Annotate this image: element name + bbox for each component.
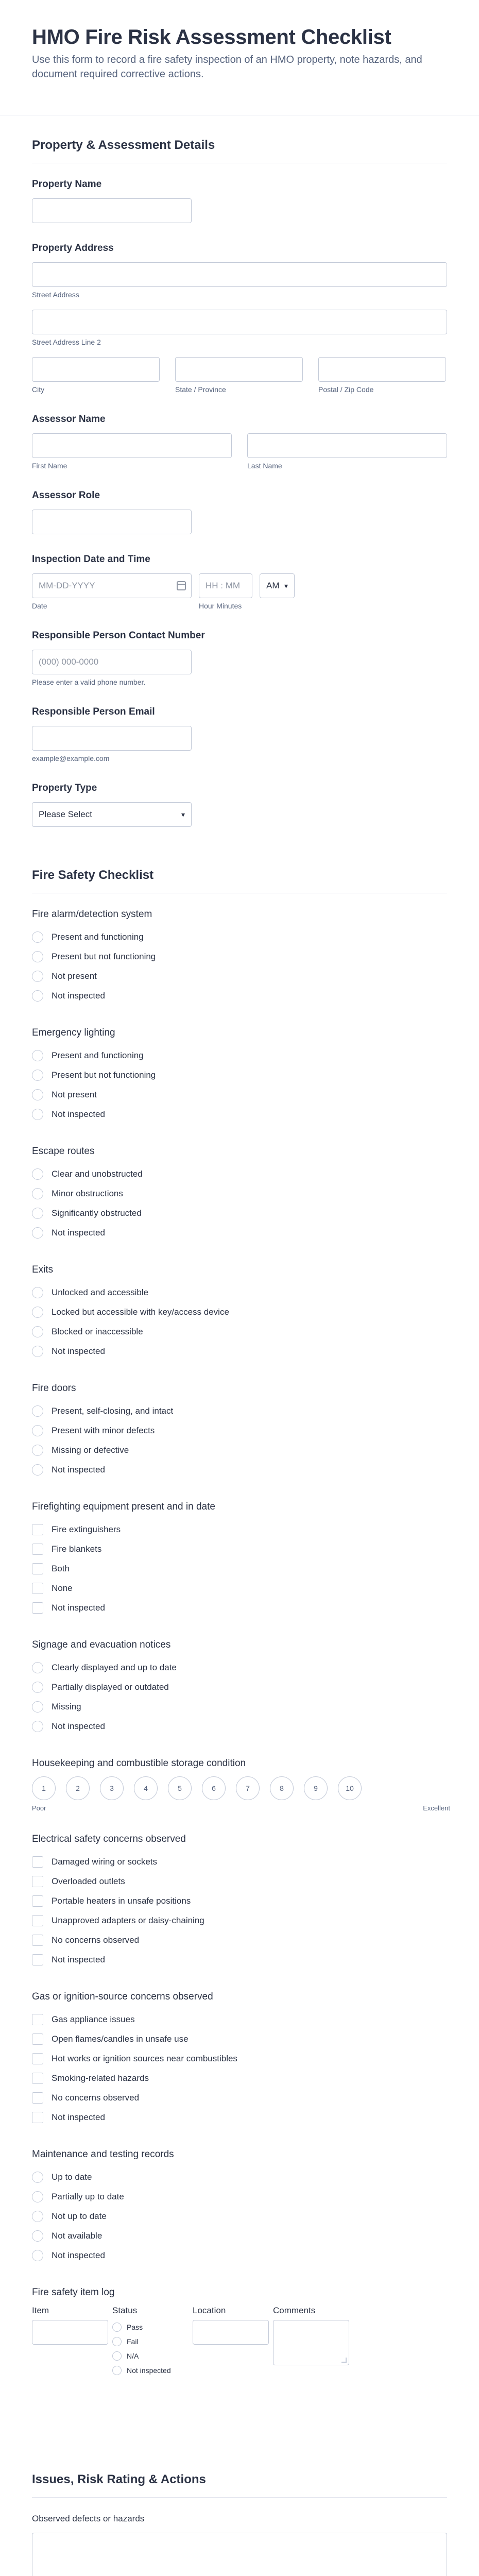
- checklist-option[interactable]: [32, 1460, 447, 1480]
- radio-button[interactable]: [32, 1089, 43, 1100]
- rating-option[interactable]: 8: [270, 1776, 294, 1800]
- checklist-option[interactable]: [32, 1658, 447, 1677]
- property-type-field: [32, 782, 447, 827]
- checklist-option[interactable]: [32, 1401, 447, 1421]
- section-title-checklist: Fire Safety Checklist: [32, 845, 447, 893]
- chevron-down-icon: ▾: [181, 810, 185, 819]
- last-name-sublabel: Last Name: [247, 462, 282, 470]
- option-label: Present and functioning: [52, 1050, 144, 1060]
- section-title-issues: Issues, Risk Rating & Actions: [32, 2450, 447, 2498]
- checklist-groups: [32, 908, 447, 1736]
- radio-button[interactable]: [32, 1721, 43, 1732]
- item-log-title: Fire safety item log: [32, 2287, 115, 2298]
- checklist-option[interactable]: [32, 1223, 447, 1243]
- option-label: Not up to date: [52, 2211, 107, 2221]
- option-label: Not inspected: [52, 1721, 105, 1731]
- option-label: Smoking-related hazards: [52, 2073, 149, 2083]
- option-label: Not inspected: [52, 1109, 105, 1119]
- checklist-option[interactable]: [32, 2069, 447, 2088]
- option-label: Not present: [52, 1090, 97, 1099]
- radio-button[interactable]: [112, 2323, 122, 2332]
- checklist-group: [32, 2148, 447, 2265]
- checklist-group-title: Firefighting equipment present and in date: [32, 1501, 215, 1512]
- checklist-groups-2: [32, 1833, 447, 2265]
- radio-button[interactable]: [32, 1425, 43, 1436]
- checklist-option[interactable]: [32, 1717, 447, 1736]
- scale-high-label: Excellent: [423, 1804, 450, 1812]
- checklist-group: [32, 908, 447, 1006]
- status-option[interactable]: [112, 2334, 193, 2349]
- checklist-group: [32, 1500, 447, 1618]
- street-address-2-sublabel: Street Address Line 2: [32, 338, 101, 346]
- radio-button[interactable]: [32, 1701, 43, 1713]
- radio-button[interactable]: [32, 2230, 43, 2242]
- checklist-option[interactable]: [32, 2187, 447, 2207]
- checkbox[interactable]: [32, 1563, 43, 1574]
- checklist-group-title: Exits: [32, 1264, 54, 1275]
- checklist-option[interactable]: [32, 1085, 447, 1105]
- issues-section: [0, 2450, 479, 2576]
- option-label: Unlocked and accessible: [52, 1287, 149, 1297]
- property-type-select[interactable]: [32, 802, 192, 827]
- date-input[interactable]: [32, 573, 192, 598]
- checklist-group: [32, 1145, 447, 1243]
- checklist-option[interactable]: [32, 1283, 447, 1302]
- option-label: Fire extinguishers: [52, 1524, 121, 1534]
- checklist-group-title: Gas or ignition-source concerns observed: [32, 1991, 213, 2002]
- radio-button[interactable]: [112, 2366, 122, 2375]
- option-label: Blocked or inaccessible: [52, 1327, 143, 1336]
- section-title-property: Property & Assessment Details: [32, 115, 447, 163]
- radio-button[interactable]: [32, 951, 43, 962]
- radio-button[interactable]: [32, 1307, 43, 1318]
- radio-button[interactable]: [32, 1682, 43, 1693]
- checklist-option[interactable]: [32, 1559, 447, 1579]
- option-label: Not inspected: [52, 2112, 105, 2122]
- checklist-option[interactable]: [32, 1539, 447, 1559]
- radio-button[interactable]: [32, 1445, 43, 1456]
- option-label: Not inspected: [52, 1465, 105, 1475]
- property-type-label: Property Type: [32, 783, 97, 793]
- city-sublabel: City: [32, 385, 45, 394]
- address-field: [32, 242, 447, 394]
- radio-button[interactable]: [32, 1208, 43, 1219]
- assessor-role-input[interactable]: [32, 510, 192, 534]
- radio-button[interactable]: [32, 1464, 43, 1476]
- checkbox[interactable]: [32, 2092, 43, 2104]
- rating-option[interactable]: 1: [32, 1776, 56, 1800]
- checklist-option[interactable]: [32, 1950, 447, 1970]
- rating-option[interactable]: 7: [236, 1776, 260, 1800]
- checklist-group-title: Escape routes: [32, 1146, 95, 1157]
- checkbox[interactable]: [32, 2033, 43, 2045]
- item-log-comments-input[interactable]: [273, 2320, 349, 2365]
- radio-button[interactable]: [112, 2337, 122, 2346]
- postal-input[interactable]: [318, 357, 446, 382]
- status-option[interactable]: [112, 2320, 193, 2334]
- contact-number-placeholder: (000) 000-0000: [39, 657, 99, 667]
- checklist-group: [32, 1833, 447, 1970]
- checklist-option[interactable]: [32, 1891, 447, 1911]
- postal-sublabel: Postal / Zip Code: [318, 385, 374, 394]
- option-label: Fire blankets: [52, 1544, 102, 1554]
- option-label: Hot works or ignition sources near combustibles: [52, 2054, 237, 2063]
- option-label: Gas appliance issues: [52, 2014, 135, 2024]
- property-name-label: Property Name: [32, 179, 102, 190]
- email-label: Responsible Person Email: [32, 706, 155, 717]
- checkbox[interactable]: [32, 2112, 43, 2123]
- checkbox[interactable]: [32, 1544, 43, 1555]
- rating-scale: [32, 1776, 447, 1800]
- checklist-option[interactable]: [32, 1872, 447, 1891]
- radio-button[interactable]: [32, 1227, 43, 1239]
- item-log-location-input[interactable]: [193, 2320, 269, 2345]
- checklist-option[interactable]: [32, 927, 447, 947]
- rating-option[interactable]: 4: [134, 1776, 158, 1800]
- assessor-name-label: Assessor Name: [32, 414, 106, 425]
- ampm-value: AM: [266, 581, 280, 590]
- checklist-group-title: Fire alarm/detection system: [32, 909, 152, 920]
- checklist-option[interactable]: [32, 2108, 447, 2127]
- checklist-option[interactable]: [32, 1204, 447, 1223]
- option-label: Present, self-closing, and intact: [52, 1406, 174, 1416]
- radio-button[interactable]: [32, 1050, 43, 1061]
- housekeeping-title: Housekeeping and combustible storage condition: [32, 1758, 246, 1769]
- radio-button[interactable]: [32, 1168, 43, 1180]
- checklist-option[interactable]: [32, 1046, 447, 1065]
- checklist-option[interactable]: [32, 1164, 447, 1184]
- option-label: Not inspected: [127, 2366, 171, 2375]
- assessor-role-label: Assessor Role: [32, 490, 100, 501]
- option-label: Significantly obstructed: [52, 1208, 142, 1218]
- option-label: Up to date: [52, 2172, 92, 2182]
- first-name-sublabel: First Name: [32, 462, 67, 470]
- option-label: Locked but accessible with key/access device: [52, 1307, 229, 1317]
- checkbox[interactable]: [32, 1583, 43, 1594]
- option-label: None: [52, 1583, 73, 1593]
- ampm-select[interactable]: [260, 573, 295, 598]
- checklist-option[interactable]: [32, 1579, 447, 1598]
- property-name-input[interactable]: [32, 198, 192, 223]
- scale-low-label: Poor: [32, 1804, 46, 1812]
- checklist-group-title: Fire doors: [32, 1383, 76, 1394]
- time-sublabel: Hour Minutes: [199, 602, 242, 610]
- option-label: Not inspected: [52, 1346, 105, 1356]
- option-label: No concerns observed: [52, 1935, 140, 1945]
- option-label: N/A: [127, 2352, 139, 2360]
- option-label: Missing: [52, 1702, 81, 1711]
- form-description: Use this form to record a fire safety inspection of an HMO property, note hazards, and document required corrective actions.: [32, 54, 422, 80]
- radio-button[interactable]: [32, 1287, 43, 1298]
- option-label: Not inspected: [52, 2250, 105, 2260]
- checkbox[interactable]: [32, 1895, 43, 1907]
- status-option[interactable]: [112, 2363, 193, 2378]
- option-label: Missing or defective: [52, 1445, 129, 1455]
- radio-button[interactable]: [32, 1346, 43, 1357]
- form-header: [0, 0, 479, 115]
- inspection-datetime-field: [32, 553, 447, 611]
- option-label: No concerns observed: [52, 2093, 140, 2103]
- email-field: [32, 705, 447, 763]
- status-option[interactable]: [112, 2349, 193, 2363]
- option-label: Both: [52, 1564, 70, 1573]
- street-address-input[interactable]: [32, 262, 447, 287]
- checklist-option[interactable]: [32, 967, 447, 986]
- resize-handle-icon[interactable]: [341, 2358, 347, 2363]
- checklist-group-title: Emergency lighting: [32, 1027, 115, 1038]
- radio-button[interactable]: [32, 990, 43, 1002]
- checklist-option[interactable]: [32, 986, 447, 1006]
- option-label: Not inspected: [52, 991, 105, 1001]
- assessor-role-field: [32, 489, 447, 534]
- calendar-icon[interactable]: [177, 581, 186, 590]
- checklist-group: [32, 1263, 447, 1361]
- chevron-down-icon: ▾: [284, 582, 288, 590]
- rating-option[interactable]: 10: [338, 1776, 362, 1800]
- checklist-option[interactable]: [32, 1421, 447, 1440]
- radio-button[interactable]: [32, 1662, 43, 1673]
- checklist-option[interactable]: [32, 1677, 447, 1697]
- checklist-option[interactable]: [32, 2226, 447, 2246]
- time-input[interactable]: [199, 573, 252, 598]
- item-log-col-item: Item: [32, 2306, 49, 2315]
- defects-textarea[interactable]: [32, 2533, 447, 2576]
- radio-button[interactable]: [32, 1326, 43, 1337]
- checkbox[interactable]: [32, 1876, 43, 1887]
- checkbox[interactable]: [32, 1602, 43, 1614]
- contact-number-input[interactable]: [32, 650, 192, 674]
- option-label: Unapproved adapters or daisy-chaining: [52, 1916, 204, 1925]
- inspection-datetime-label: Inspection Date and Time: [32, 554, 150, 565]
- radio-button[interactable]: [32, 971, 43, 982]
- contact-number-field: [32, 629, 447, 687]
- checklist-option[interactable]: [32, 1852, 447, 1872]
- state-input[interactable]: [175, 357, 303, 382]
- checklist-option[interactable]: [32, 2207, 447, 2226]
- checklist-option[interactable]: [32, 1520, 447, 1539]
- checklist-option[interactable]: [32, 1322, 447, 1342]
- option-label: Open flames/candles in unsafe use: [52, 2034, 189, 2044]
- item-log-col-status: Status: [112, 2306, 138, 2315]
- option-label: Not inspected: [52, 1603, 105, 1613]
- option-label: Pass: [127, 2323, 143, 2331]
- first-name-input[interactable]: [32, 433, 232, 458]
- checklist-group-title: Electrical safety concerns observed: [32, 1834, 186, 1844]
- option-label: Damaged wiring or sockets: [52, 1857, 158, 1867]
- checklist-section: [0, 845, 479, 2378]
- street-address-2-input[interactable]: [32, 310, 447, 334]
- housekeeping-group: [32, 1757, 450, 1812]
- checklist-option[interactable]: [32, 2088, 447, 2108]
- option-label: Present but not functioning: [52, 1070, 156, 1080]
- defects-label: Observed defects or hazards: [32, 2514, 145, 2523]
- option-label: Clearly displayed and up to date: [52, 1663, 177, 1672]
- checkbox[interactable]: [32, 1954, 43, 1965]
- contact-number-sublabel: Please enter a valid phone number.: [32, 678, 146, 686]
- address-label: Property Address: [32, 243, 114, 253]
- option-label: Portable heaters in unsafe positions: [52, 1896, 191, 1906]
- checklist-option[interactable]: [32, 1065, 447, 1085]
- checkbox[interactable]: [32, 1856, 43, 1868]
- item-log-group: [32, 2286, 447, 2378]
- checklist-group-title: Maintenance and testing records: [32, 2149, 174, 2160]
- assessor-name-field: [32, 413, 447, 470]
- option-label: Clear and unobstructed: [52, 1169, 143, 1179]
- option-label: Partially up to date: [52, 2192, 124, 2201]
- property-section: [0, 115, 479, 827]
- date-sublabel: Date: [32, 602, 47, 610]
- option-label: Present with minor defects: [52, 1426, 155, 1435]
- item-log-item-input[interactable]: [32, 2320, 108, 2345]
- option-label: Present and functioning: [52, 932, 144, 942]
- email-sublabel: example@example.com: [32, 754, 110, 762]
- radio-button[interactable]: [32, 1109, 43, 1120]
- checkbox[interactable]: [32, 2073, 43, 2084]
- option-label: Minor obstructions: [52, 1189, 123, 1198]
- radio-button[interactable]: [32, 2191, 43, 2202]
- radio-button[interactable]: [32, 1070, 43, 1081]
- checklist-group: [32, 1990, 447, 2127]
- radio-button[interactable]: [32, 2172, 43, 2183]
- checklist-option[interactable]: [32, 947, 447, 967]
- property-type-value: Please Select: [39, 809, 92, 819]
- rating-option[interactable]: 5: [168, 1776, 192, 1800]
- radio-button[interactable]: [32, 2250, 43, 2261]
- checklist-option[interactable]: [32, 1697, 447, 1717]
- option-label: Not inspected: [52, 1955, 105, 1964]
- checklist-option[interactable]: [32, 1184, 447, 1204]
- checklist-option[interactable]: [32, 2246, 447, 2265]
- option-label: Overloaded outlets: [52, 1876, 125, 1886]
- street-address-sublabel: Street Address: [32, 291, 79, 299]
- rating-option[interactable]: 3: [100, 1776, 124, 1800]
- email-input[interactable]: [32, 726, 192, 751]
- checklist-option[interactable]: [32, 2167, 447, 2187]
- checkbox[interactable]: [32, 2053, 43, 2064]
- option-label: Not inspected: [52, 1228, 105, 1238]
- item-log-status-options: [112, 2320, 193, 2378]
- checklist-option[interactable]: [32, 1302, 447, 1322]
- option-label: Present but not functioning: [52, 952, 156, 961]
- option-label: Not present: [52, 971, 97, 981]
- radio-button[interactable]: [32, 931, 43, 943]
- radio-button[interactable]: [32, 1405, 43, 1417]
- last-name-input[interactable]: [247, 433, 447, 458]
- defects-field: [32, 2512, 447, 2576]
- checklist-option[interactable]: [32, 2029, 447, 2049]
- contact-number-label: Responsible Person Contact Number: [32, 630, 205, 641]
- checklist-group: [32, 1382, 447, 1480]
- date-placeholder: MM-DD-YYYY: [39, 581, 95, 590]
- item-log-col-comments: Comments: [273, 2306, 316, 2315]
- checkbox[interactable]: [32, 1935, 43, 1946]
- form-title: HMO Fire Risk Assessment Checklist: [32, 26, 391, 48]
- checkbox[interactable]: [32, 2014, 43, 2025]
- checklist-group: [32, 1638, 447, 1736]
- checkbox[interactable]: [32, 1524, 43, 1535]
- city-input[interactable]: [32, 357, 160, 382]
- checklist-option[interactable]: [32, 2049, 447, 2069]
- checklist-option[interactable]: [32, 2010, 447, 2029]
- radio-button[interactable]: [112, 2351, 122, 2361]
- state-sublabel: State / Province: [175, 385, 226, 394]
- radio-button[interactable]: [32, 2211, 43, 2222]
- checklist-option[interactable]: [32, 1105, 447, 1124]
- time-placeholder: HH : MM: [206, 581, 241, 590]
- rating-option[interactable]: 6: [202, 1776, 226, 1800]
- checklist-option[interactable]: [32, 1598, 447, 1618]
- checklist-group-title: Signage and evacuation notices: [32, 1639, 171, 1650]
- checklist-option[interactable]: [32, 1911, 447, 1930]
- option-label: Fail: [127, 2337, 139, 2346]
- checklist-group: [32, 1026, 447, 1124]
- rating-option[interactable]: 2: [66, 1776, 90, 1800]
- radio-button[interactable]: [32, 1188, 43, 1199]
- rating-option[interactable]: 9: [304, 1776, 328, 1800]
- checkbox[interactable]: [32, 1915, 43, 1926]
- checklist-option[interactable]: [32, 1930, 447, 1950]
- property-name-field: [32, 178, 447, 223]
- item-log-col-location: Location: [193, 2306, 226, 2315]
- checklist-option[interactable]: [32, 1342, 447, 1361]
- option-label: Not available: [52, 2231, 102, 2241]
- option-label: Partially displayed or outdated: [52, 1682, 169, 1692]
- checklist-option[interactable]: [32, 1440, 447, 1460]
